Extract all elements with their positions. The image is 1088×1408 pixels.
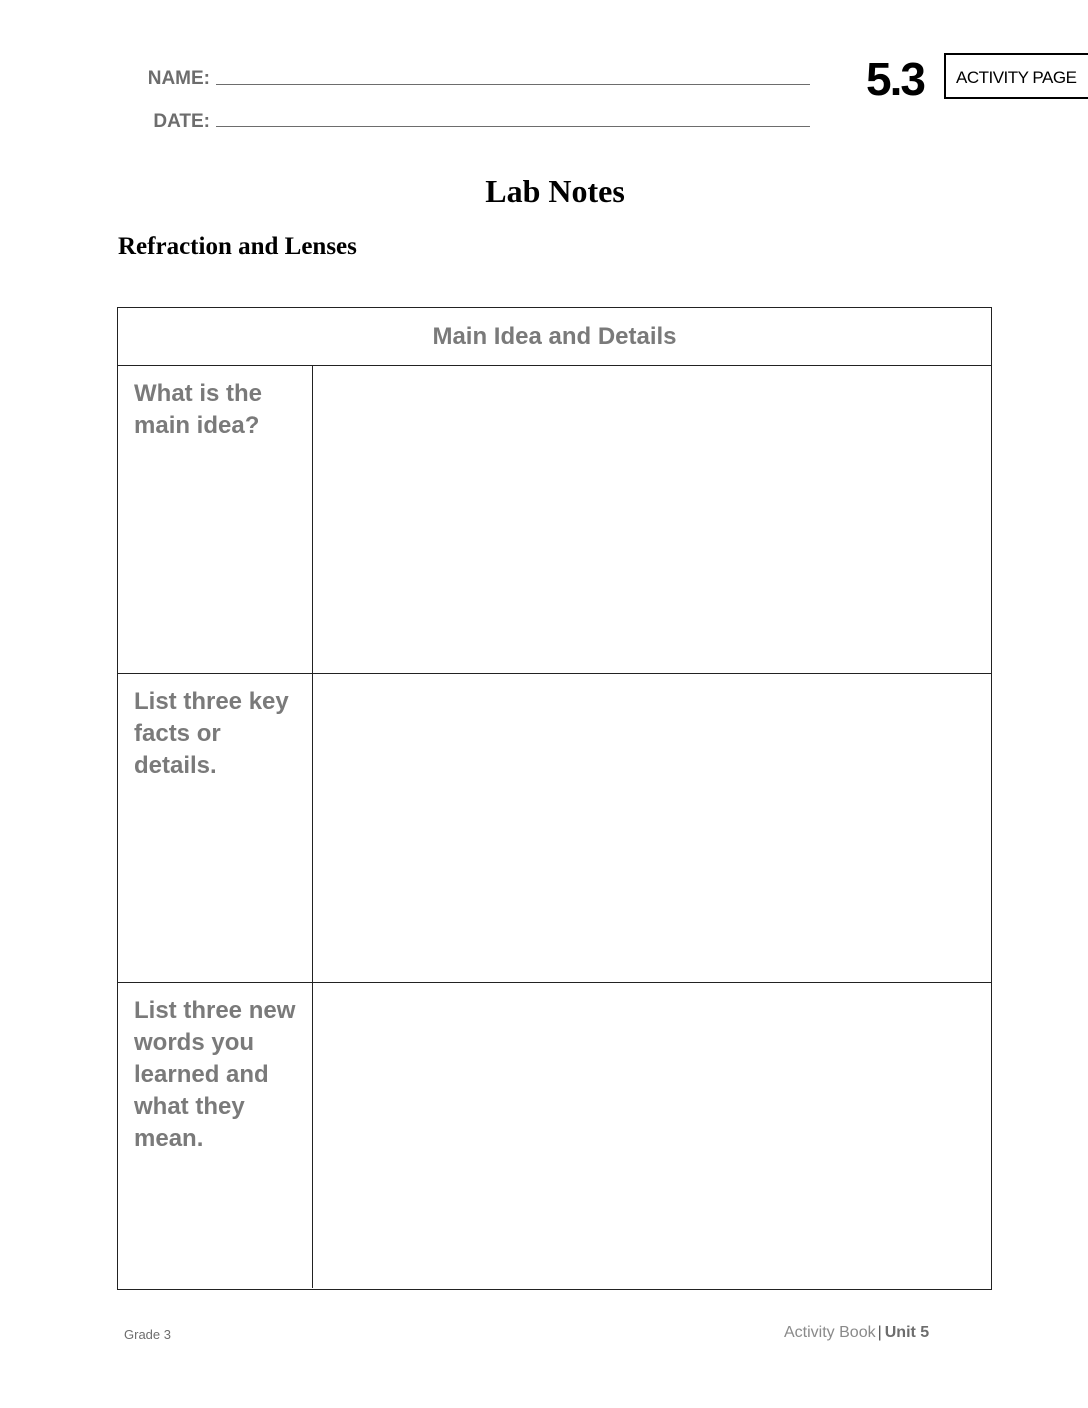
footer-unit: Unit 5	[884, 1324, 930, 1341]
page-subtitle: Refraction and Lenses	[118, 233, 357, 260]
table-row	[118, 983, 991, 1288]
footer-separator: |	[877, 1324, 882, 1341]
page-number: 5.3	[866, 53, 924, 105]
activity-page-label: ACTIVITY PAGE	[956, 68, 1077, 87]
name-field[interactable]	[216, 84, 810, 85]
table-row	[118, 674, 991, 983]
name-label: NAME:	[147, 68, 210, 89]
answer-key-facts[interactable]	[313, 674, 991, 982]
date-label: DATE:	[153, 111, 210, 132]
footer-book: Activity Book	[784, 1324, 876, 1341]
prompt-key-facts: List three key facts or details.	[118, 674, 313, 982]
table-header: Main Idea and Details	[118, 308, 991, 366]
prompt-new-words: List three new words you learned and what they mean.	[118, 983, 313, 1288]
date-field[interactable]	[216, 126, 810, 127]
activity-page-badge	[944, 53, 1088, 99]
page-title: Lab Notes	[485, 173, 625, 209]
main-idea-table	[117, 307, 992, 1290]
answer-main-idea[interactable]	[313, 366, 991, 673]
prompt-main-idea: What is the main idea?	[118, 366, 313, 673]
footer-book-unit	[784, 1324, 929, 1342]
answer-new-words[interactable]	[313, 983, 991, 1288]
table-row	[118, 366, 991, 674]
footer-grade: Grade 3	[124, 1327, 171, 1342]
